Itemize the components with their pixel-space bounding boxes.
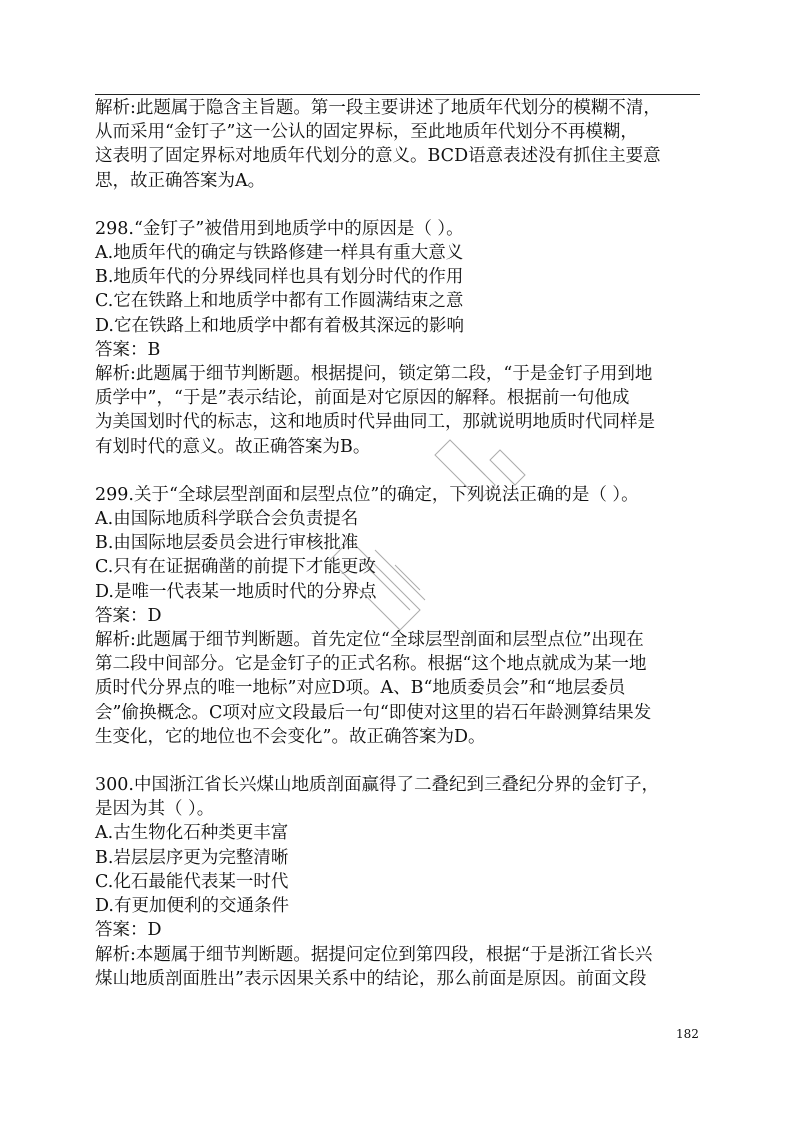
question-300 — [95, 773, 707, 991]
analysis-line: 第二段中间部分。它是金钉子的正式名称。根据“这个地点就成为某一地 — [95, 654, 647, 675]
question-stem: 299.关于“全球层型剖面和层型点位”的确定，下列说法正确的是（ ）。 — [95, 484, 639, 505]
option-a: A.地质年代的确定与铁路修建一样具有重大意义 — [95, 243, 464, 264]
option-b: B.由国际地层委员会进行审核批准 — [95, 533, 359, 554]
analysis-line: 会”偷换概念。C项对应文段最后一句“即使对这里的岩石年龄测算结果发 — [95, 702, 652, 723]
option-c: C.只有在证据确凿的前提下才能更改 — [95, 557, 376, 578]
analysis-line: 有划时代的意义。故正确答案为B。 — [95, 436, 371, 457]
question-stem: 298.“金钉子”被借用到地质学中的原因是（ ）。 — [95, 218, 464, 239]
analysis-line: 质学中”，“于是”表示结论，前面是对它原因的解释。根据前一句他成 — [95, 388, 630, 409]
option-a: A.古生物化石种类更丰富 — [95, 823, 289, 844]
analysis-line: 思，故正确答案为A。 — [95, 170, 266, 191]
analysis-line: 解析:此题属于细节判断题。根据提问，锁定第二段，“于是金钉子用到地 — [95, 364, 653, 385]
page-number: 182 — [676, 1027, 699, 1041]
question-stem: 是因为其（ ）。 — [95, 799, 215, 820]
analysis-line: 从而采用“金钉子”这一公认的固定界标，至此地质年代划分不再模糊， — [95, 122, 638, 143]
answer: 答案：D — [95, 920, 162, 941]
analysis-line: 质时代分界点的唯一地标”对应D项。A、B“地质委员会”和“地层委员 — [95, 678, 626, 699]
analysis-line: 解析:此题属于细节判断题。首先定位“全球层型剖面和层型点位”出现在 — [95, 630, 644, 651]
header-rule — [95, 94, 700, 95]
analysis-line: 这表明了固定界标对地质年代划分的意义。BCD语意表述没有抓住主要意 — [95, 146, 661, 167]
option-b: B.岩层层序更为完整清晰 — [95, 847, 289, 868]
analysis-line: 解析:此题属于隐含主旨题。第一段主要讲述了地质年代划分的模糊不清， — [95, 98, 661, 118]
option-d: D.它在铁路上和地质学中都有着极其深远的影响 — [95, 315, 464, 336]
option-a: A.由国际地质科学联合会负责提名 — [95, 509, 359, 530]
option-d: D.有更加便利的交通条件 — [95, 896, 289, 917]
intro-analysis — [95, 96, 707, 193]
analysis-line: 解析:本题属于细节判断题。据提问定位到第四段，根据“于是浙江省长兴 — [95, 944, 653, 965]
question-298 — [95, 217, 707, 459]
question-299 — [95, 483, 707, 749]
option-c: C.它在铁路上和地质学中都有工作圆满结束之意 — [95, 291, 464, 312]
analysis-line: 为美国划时代的标志，这和地质时代异曲同工，那就说明地质时代同样是 — [95, 412, 655, 433]
page-content — [95, 96, 707, 991]
answer: 答案：D — [95, 605, 162, 626]
question-stem: 300.中国浙江省长兴煤山地质剖面赢得了二叠纪到三叠纪分界的金钉子， — [95, 775, 659, 796]
analysis-line: 生变化，它的地位也不会变化”。故正确答案为D。 — [95, 726, 486, 747]
option-b: B.地质年代的分界线同样也具有划分时代的作用 — [95, 267, 464, 288]
answer: 答案：B — [95, 339, 161, 360]
option-d: D.是唯一代表某一地质时代的分界点 — [95, 581, 377, 602]
option-c: C.化石最能代表某一时代 — [95, 871, 289, 892]
analysis-line: 煤山地质剖面胜出”表示因果关系中的结论，那么前面是原因。前面文段 — [95, 968, 647, 989]
